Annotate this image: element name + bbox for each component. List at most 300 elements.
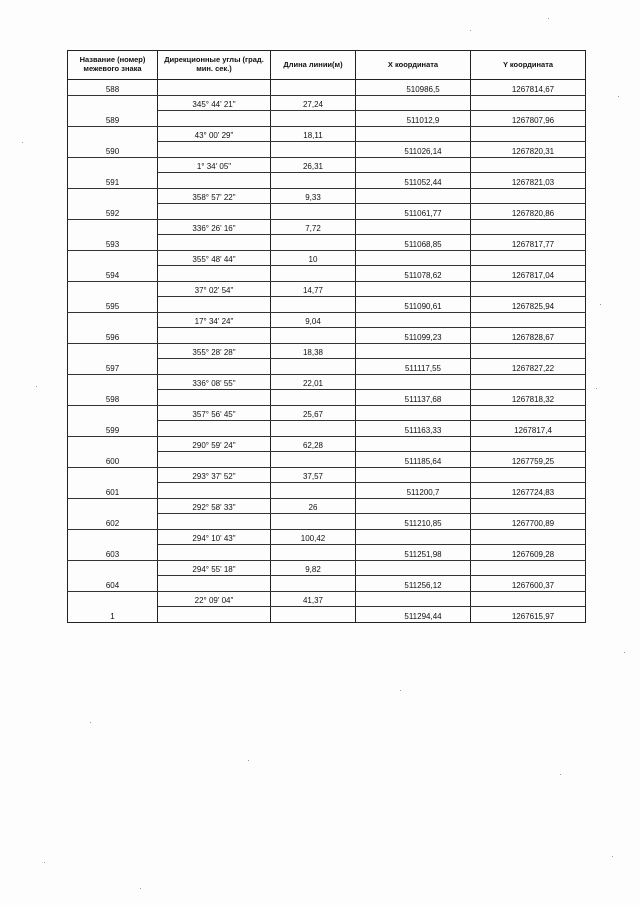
table-row-segment [68,188,586,204]
table-row-point [68,452,586,468]
table-row-point [68,297,586,313]
x-coordinate-cell [356,281,471,297]
y-coordinate-cell [471,80,586,96]
x-coordinate-cell-text: 511185,64 [404,456,442,466]
y-coordinate-cell [471,483,586,499]
mark-name-cell [68,343,158,359]
angle-cell-text: 345° 44' 21" [192,100,236,109]
x-coordinate-cell [356,514,471,530]
angle-cell [158,111,271,127]
length-cell-text: 18,11 [303,131,323,140]
y-coordinate-cell [471,374,586,390]
x-coordinate-cell [356,576,471,592]
boundary-coordinates-table [67,50,586,623]
header-line-length: Длина линии(м) [271,51,356,80]
x-coordinate-cell [356,343,471,359]
header-mark-name: Название (номер) межевого знака [68,51,158,80]
mark-name-cell [68,328,158,344]
mark-name-cell-text: 597 [105,363,120,373]
length-cell-text: 14,77 [302,286,324,295]
mark-name-cell [68,560,158,576]
length-cell [271,235,356,251]
mark-name-cell-text: 599 [105,425,120,435]
y-coordinate-cell [471,281,586,297]
y-coordinate-cell [471,266,586,282]
x-coordinate-cell-text: 511200,7 [406,487,440,497]
length-cell [271,591,356,607]
length-cell [271,343,356,359]
length-cell-text: 27,24 [302,100,324,109]
x-coordinate-cell [356,204,471,220]
table-row-segment [68,281,586,297]
y-coordinate-cell [471,142,586,158]
length-cell-text: 37,57 [302,472,324,481]
y-coordinate-cell [471,95,586,111]
x-coordinate-cell [356,95,471,111]
table-row-point [68,421,586,437]
length-cell [271,250,356,266]
length-cell-text: 25,67 [302,410,324,419]
angle-cell-text: 355° 28' 28" [192,348,236,357]
mark-name-cell [68,157,158,173]
y-coordinate-cell-text: 1267817,4 [514,425,552,435]
angle-cell [158,374,271,390]
angle-cell-text: 17° 34' 24" [194,317,234,326]
scan-speck [36,386,37,387]
x-coordinate-cell [356,405,471,421]
table-row-segment [68,436,586,452]
length-cell [271,405,356,421]
y-coordinate-cell [471,560,586,576]
length-cell [271,374,356,390]
y-coordinate-cell [471,312,586,328]
table-row-point [68,359,586,375]
length-cell [271,188,356,204]
table-header-row [68,51,586,80]
mark-name-cell [68,514,158,530]
table-row-segment [68,405,586,421]
y-coordinate-cell-text: 1267817,77 [511,239,555,249]
table-row-segment [68,126,586,142]
length-cell [271,328,356,344]
angle-cell-text: 355° 48' 44" [192,255,236,264]
length-cell [271,545,356,561]
angle-cell [158,281,271,297]
length-cell [271,560,356,576]
table-row-point [68,204,586,220]
angle-cell [158,219,271,235]
y-coordinate-cell [471,188,586,204]
length-cell [271,436,356,452]
x-coordinate-cell-text: 511078,62 [404,270,442,280]
length-cell [271,204,356,220]
y-coordinate-cell [471,173,586,189]
angle-cell [158,95,271,111]
scan-speck [612,856,613,857]
x-coordinate-cell-text: 511117,55 [404,363,442,373]
y-coordinate-cell-text: 1267821,03 [511,177,555,187]
x-coordinate-cell-text: 510986,5 [406,84,440,94]
angle-cell [158,421,271,437]
table-row-point [68,483,586,499]
table-row-point [68,545,586,561]
length-cell-text: 100,42 [300,534,326,543]
length-cell [271,219,356,235]
mark-name-cell [68,111,158,127]
x-coordinate-cell-text: 511052,44 [404,177,442,187]
y-coordinate-cell [471,126,586,142]
angle-cell [158,142,271,158]
x-coordinate-cell [356,607,471,623]
table-row-segment [68,343,586,359]
length-cell [271,359,356,375]
table-body [68,80,586,623]
length-cell [271,157,356,173]
scan-speck [624,652,625,653]
angle-cell [158,328,271,344]
mark-name-cell [68,250,158,266]
angle-cell [158,157,271,173]
mark-name-cell [68,142,158,158]
angle-cell [158,529,271,545]
mark-name-cell-text: 594 [105,270,120,280]
y-coordinate-cell [471,157,586,173]
length-cell-text: 22,01 [302,379,324,388]
y-coordinate-cell [471,250,586,266]
length-cell [271,266,356,282]
angle-cell [158,591,271,607]
length-cell [271,514,356,530]
y-coordinate-cell-text: 1267818,32 [511,394,555,404]
angle-cell [158,545,271,561]
table-row-segment [68,374,586,390]
mark-name-cell-text: 590 [105,146,120,156]
length-cell [271,421,356,437]
y-coordinate-cell-text: 1267817,04 [511,270,555,280]
angle-cell [158,188,271,204]
length-cell [271,312,356,328]
y-coordinate-cell-text: 1267828,67 [511,332,555,342]
x-coordinate-cell [356,266,471,282]
mark-name-cell [68,436,158,452]
scan-speck [596,388,597,389]
angle-cell [158,204,271,220]
angle-cell-text: 37° 02' 54" [194,286,234,295]
mark-name-cell [68,297,158,313]
y-coordinate-cell [471,421,586,437]
x-coordinate-cell-text: 511210,85 [404,518,442,528]
mark-name-cell-text: 603 [105,549,120,559]
y-coordinate-cell [471,219,586,235]
x-coordinate-cell [356,219,471,235]
mark-name-cell [68,607,158,623]
y-coordinate-cell [471,111,586,127]
angle-cell-text: 22° 09' 04" [194,596,234,605]
x-coordinate-cell [356,591,471,607]
scan-speck [560,774,561,775]
table-row-point [68,514,586,530]
scan-speck [600,304,601,305]
x-coordinate-cell [356,80,471,96]
angle-cell-text: 336° 08' 55" [192,379,236,388]
mark-name-cell-text: 592 [105,208,120,218]
scan-speck [618,96,619,97]
mark-name-cell [68,80,158,96]
table-row-segment [68,219,586,235]
angle-cell [158,576,271,592]
y-coordinate-cell [471,576,586,592]
x-coordinate-cell [356,467,471,483]
x-coordinate-cell [356,529,471,545]
angle-cell [158,266,271,282]
x-coordinate-cell [356,173,471,189]
x-coordinate-cell-text: 511012,9 [406,115,440,125]
x-coordinate-cell-text: 511137,68 [404,394,442,404]
angle-cell-text: 358° 57' 22" [192,193,236,202]
x-coordinate-cell [356,250,471,266]
y-coordinate-cell-text: 1267814,67 [511,84,555,94]
angle-cell [158,126,271,142]
angle-cell-text: 294° 10' 43" [192,534,236,543]
mark-name-cell-text: 604 [105,580,120,590]
angle-cell-text: 293° 37' 52" [192,472,236,481]
mark-name-cell-text: 601 [105,487,120,497]
y-coordinate-cell-text: 1267807,96 [511,115,555,125]
x-coordinate-cell [356,545,471,561]
mark-name-cell-text: 595 [105,301,120,311]
mark-name-cell [68,467,158,483]
angle-cell [158,514,271,530]
length-cell [271,576,356,592]
angle-cell [158,359,271,375]
y-coordinate-cell-text: 1267609,28 [511,549,555,559]
scan-speck [22,142,23,143]
header-x-coordinate: X координата [356,51,471,80]
mark-name-cell [68,219,158,235]
y-coordinate-cell [471,328,586,344]
x-coordinate-cell [356,483,471,499]
mark-name-cell [68,405,158,421]
mark-name-cell [68,591,158,607]
mark-name-cell-text: 602 [105,518,120,528]
table-row-point [68,111,586,127]
scan-speck [248,760,249,761]
length-cell [271,498,356,514]
mark-name-cell [68,188,158,204]
length-cell-text: 9,82 [305,565,321,574]
x-coordinate-cell-text: 511090,61 [404,301,442,311]
mark-name-cell-text: 596 [105,332,120,342]
length-cell-text: 18,38 [302,348,324,357]
header-direction-angle: Дирекционные углы (град. мин. сек.) [158,51,271,80]
table-row-segment [68,95,586,111]
mark-name-cell-text: 1 [110,611,115,621]
mark-name-cell [68,126,158,142]
y-coordinate-cell [471,235,586,251]
x-coordinate-cell [356,421,471,437]
y-coordinate-cell-text: 1267820,86 [511,208,555,218]
table-row-segment [68,467,586,483]
angle-cell-text: 43° 00' 29" [194,131,234,140]
y-coordinate-cell [471,514,586,530]
length-cell [271,173,356,189]
angle-cell [158,560,271,576]
angle-cell [158,607,271,623]
x-coordinate-cell [356,359,471,375]
x-coordinate-cell-text: 511026,14 [404,146,442,156]
angle-cell [158,483,271,499]
length-cell [271,142,356,158]
x-coordinate-cell [356,374,471,390]
table-row-point [68,607,586,623]
x-coordinate-cell-text: 511251,98 [404,549,442,559]
table-row-segment [68,529,586,545]
length-cell-text: 62,28 [302,441,324,450]
x-coordinate-cell-text: 511099,23 [404,332,442,342]
table-row-segment [68,157,586,173]
y-coordinate-cell [471,405,586,421]
x-coordinate-cell-text: 511294,44 [404,611,442,621]
x-coordinate-cell [356,328,471,344]
table-row-segment [68,560,586,576]
mark-name-cell [68,235,158,251]
length-cell-text: 7,72 [305,224,321,233]
y-coordinate-cell-text: 1267827,22 [511,363,555,373]
x-coordinate-cell [356,436,471,452]
x-coordinate-cell [356,390,471,406]
table-row-segment [68,498,586,514]
angle-cell [158,390,271,406]
angle-cell-text: 294° 55' 18" [192,565,236,574]
length-cell [271,467,356,483]
y-coordinate-cell [471,452,586,468]
angle-cell [158,498,271,514]
mark-name-cell [68,421,158,437]
x-coordinate-cell [356,297,471,313]
x-coordinate-cell-text: 511163,33 [404,425,442,435]
angle-cell-text: 290° 59' 24" [192,441,236,450]
mark-name-cell [68,204,158,220]
y-coordinate-cell [471,359,586,375]
mark-name-cell [68,545,158,561]
x-coordinate-cell [356,188,471,204]
y-coordinate-cell [471,436,586,452]
length-cell-text: 26 [308,503,318,512]
y-coordinate-cell [471,390,586,406]
length-cell-text: 26,31 [302,162,324,171]
length-cell [271,297,356,313]
y-coordinate-cell [471,204,586,220]
x-coordinate-cell-text: 511068,85 [404,239,442,249]
mark-name-cell-text: 598 [105,394,120,404]
mark-name-cell [68,173,158,189]
angle-cell [158,173,271,189]
length-cell [271,80,356,96]
y-coordinate-cell-text: 1267615,97 [511,611,555,621]
scan-speck [548,18,549,19]
table-row-segment [68,591,586,607]
angle-cell [158,297,271,313]
table-row-point [68,173,586,189]
scan-speck [90,722,91,723]
y-coordinate-cell [471,529,586,545]
scan-speck [470,30,471,31]
x-coordinate-cell [356,560,471,576]
mark-name-cell-text: 588 [105,84,120,94]
x-coordinate-cell [356,157,471,173]
table-row-point [68,142,586,158]
x-coordinate-cell [356,126,471,142]
angle-cell-text: 1° 34' 05" [196,162,232,171]
length-cell [271,111,356,127]
mark-name-cell [68,312,158,328]
y-coordinate-cell [471,297,586,313]
y-coordinate-cell [471,467,586,483]
angle-cell [158,467,271,483]
mark-name-cell-text: 591 [105,177,120,187]
angle-cell [158,80,271,96]
table-row-point [68,328,586,344]
mark-name-cell [68,498,158,514]
length-cell [271,452,356,468]
x-coordinate-cell [356,142,471,158]
y-coordinate-cell-text: 1267759,25 [511,456,555,466]
y-coordinate-cell-text: 1267724,83 [511,487,555,497]
angle-cell [158,405,271,421]
mark-name-cell-text: 589 [105,115,120,125]
table-row-segment [68,250,586,266]
x-coordinate-cell [356,452,471,468]
y-coordinate-cell [471,607,586,623]
length-cell [271,390,356,406]
length-cell-text: 9,33 [305,193,321,202]
angle-cell [158,452,271,468]
mark-name-cell [68,483,158,499]
y-coordinate-cell [471,343,586,359]
mark-name-cell [68,95,158,111]
x-coordinate-cell [356,111,471,127]
mark-name-cell-text: 600 [105,456,120,466]
y-coordinate-cell-text: 1267825,94 [511,301,555,311]
x-coordinate-cell [356,235,471,251]
length-cell [271,126,356,142]
mark-name-cell [68,281,158,297]
table-row-point [68,576,586,592]
y-coordinate-cell-text: 1267600,37 [511,580,555,590]
angle-cell [158,312,271,328]
mark-name-cell [68,374,158,390]
angle-cell [158,343,271,359]
mark-name-cell [68,359,158,375]
length-cell-text: 41,37 [302,596,324,605]
header-y-coordinate: Y координата [471,51,586,80]
mark-name-cell [68,529,158,545]
angle-cell-text: 336° 26' 16" [192,224,236,233]
x-coordinate-cell [356,312,471,328]
table-row-point [68,390,586,406]
x-coordinate-cell [356,498,471,514]
table-row-point [68,235,586,251]
mark-name-cell [68,576,158,592]
length-cell [271,607,356,623]
length-cell-text: 9,04 [305,317,321,326]
y-coordinate-cell-text: 1267820,31 [511,146,555,156]
mark-name-cell [68,266,158,282]
table-row-point [68,80,586,96]
mark-name-cell-text: 593 [105,239,120,249]
mark-name-cell [68,452,158,468]
mark-name-cell [68,390,158,406]
